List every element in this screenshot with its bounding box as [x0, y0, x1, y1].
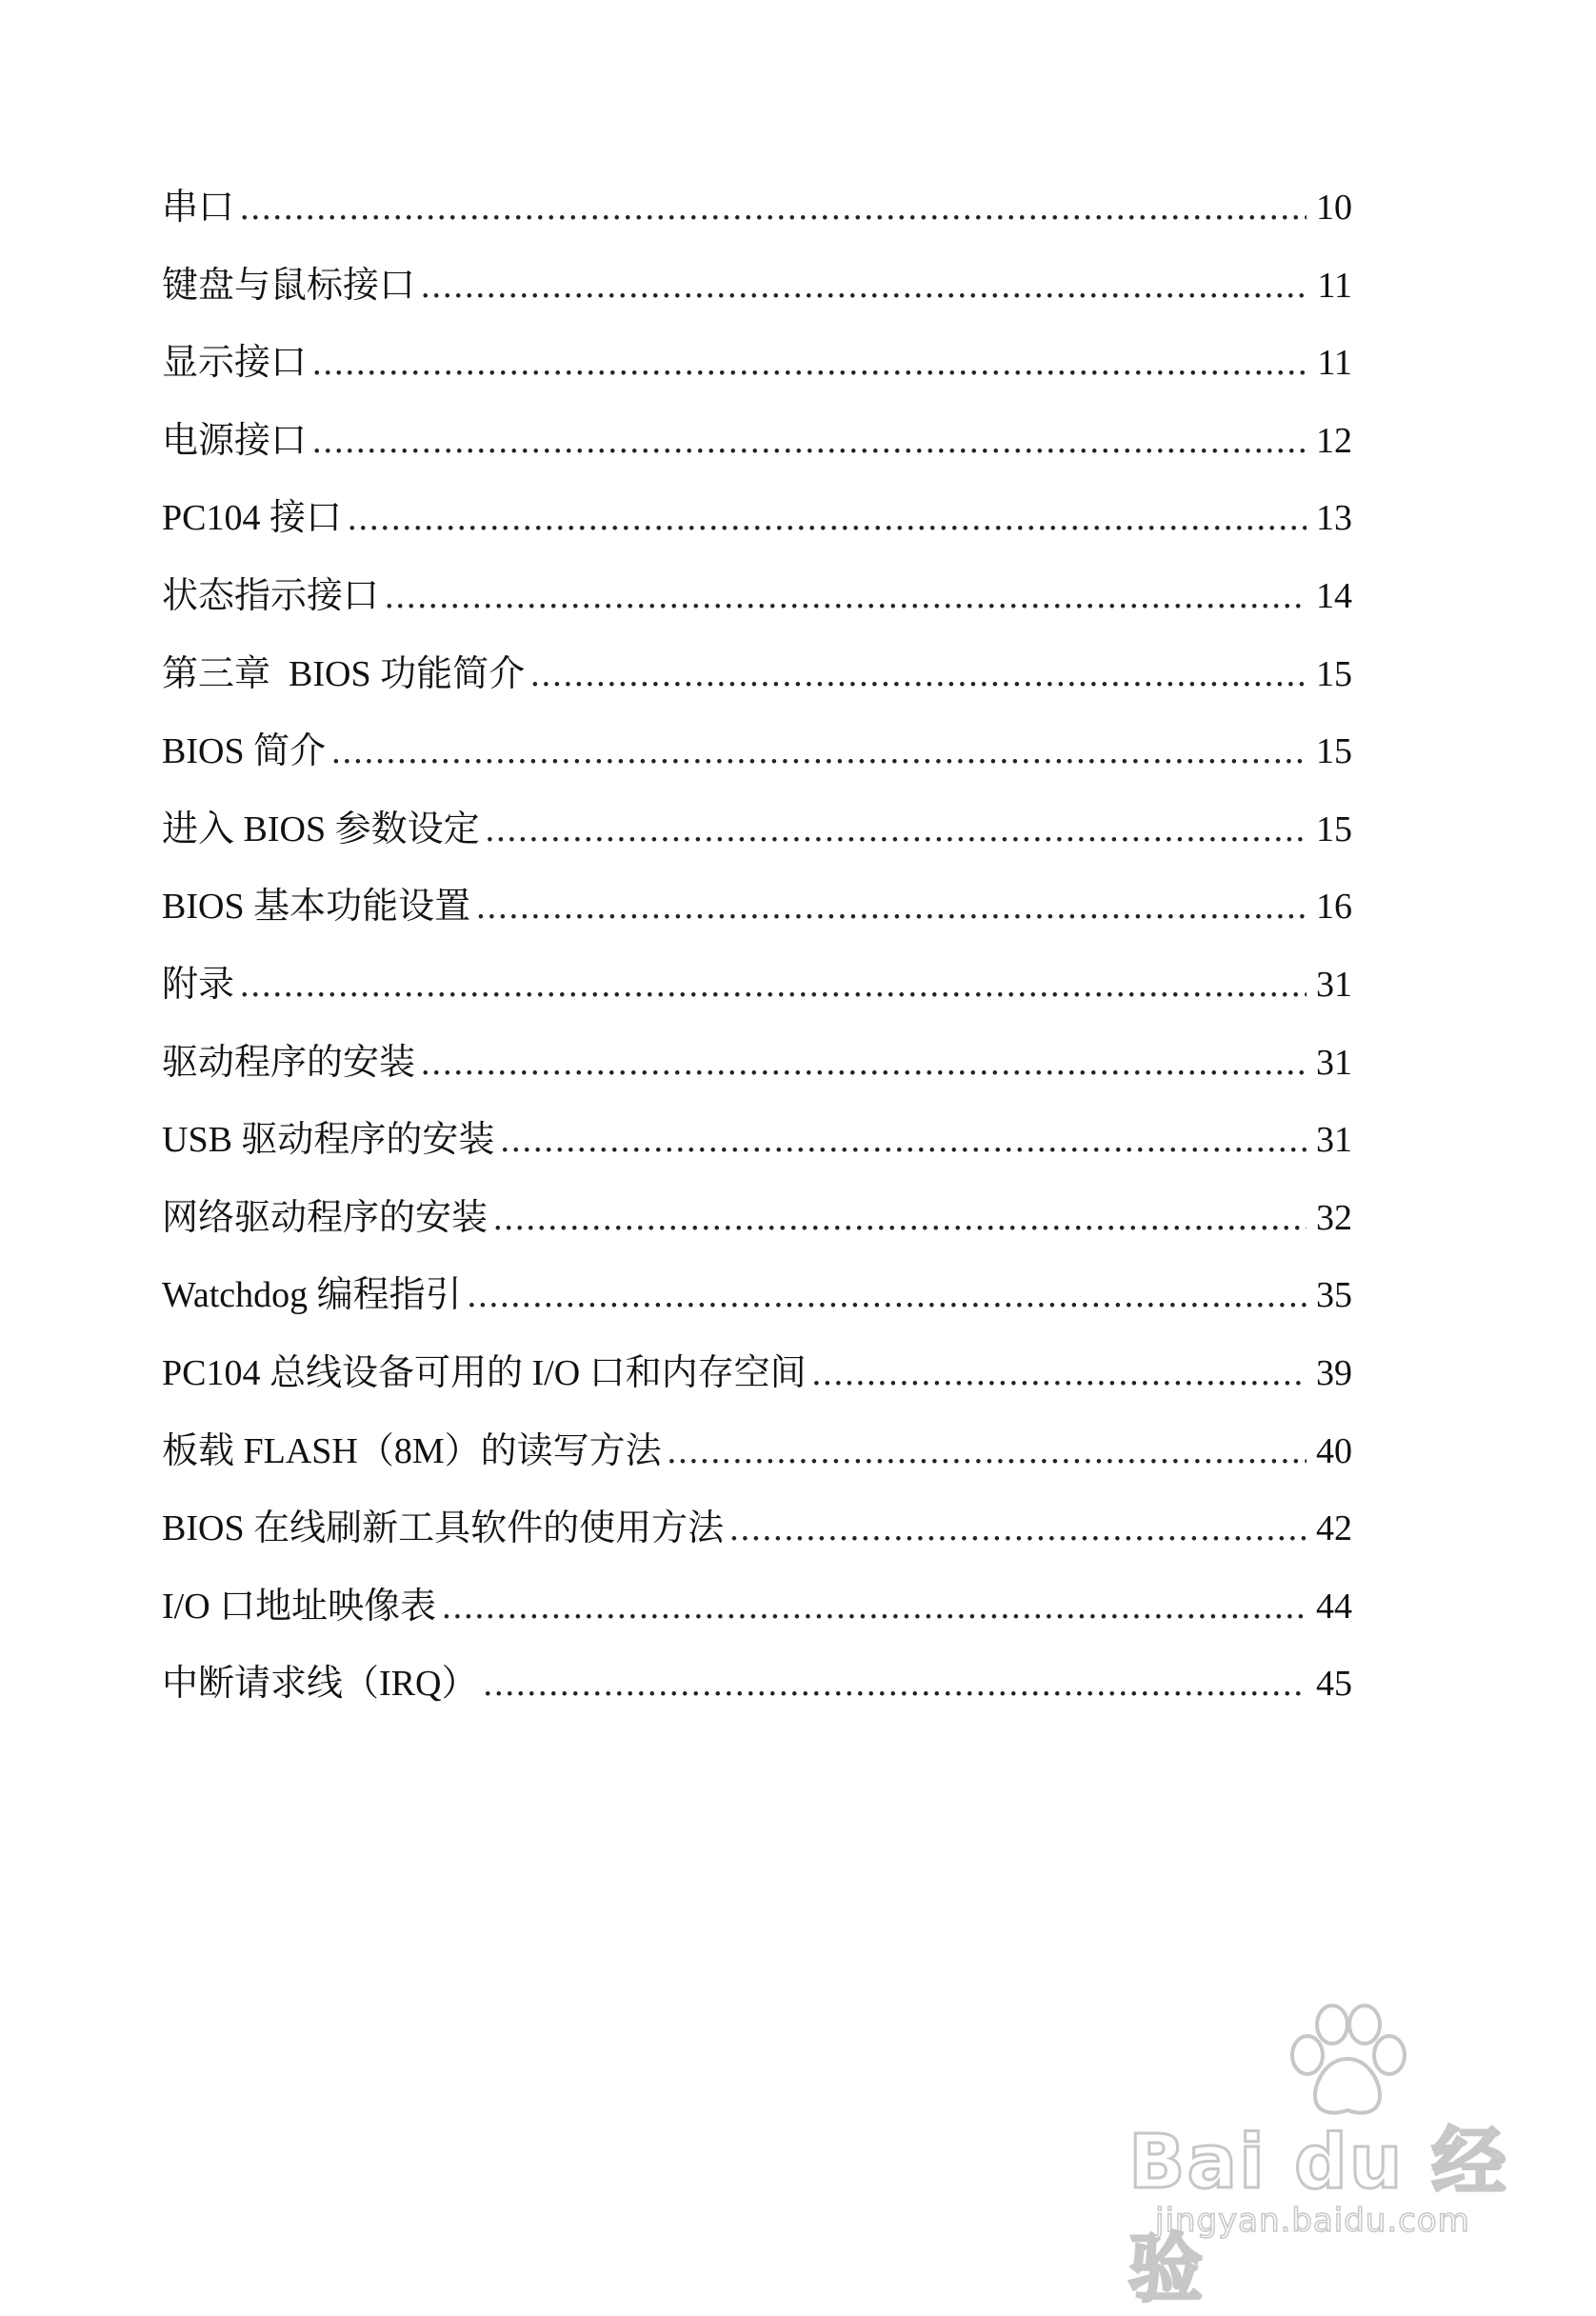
toc-entry[interactable] — [162, 1180, 1352, 1258]
toc-entry-title: 状态指示接口 — [162, 575, 380, 616]
toc-entry-title: 驱动程序的安装 — [162, 1042, 416, 1083]
toc-entry-page: 31 — [1316, 964, 1352, 1005]
toc-entry-title: 电源接口 — [162, 420, 308, 461]
toc-entry-page: 11 — [1317, 265, 1352, 306]
toc-entry[interactable] — [162, 947, 1352, 1025]
toc-entry-page: 35 — [1316, 1275, 1352, 1316]
toc-entry[interactable] — [162, 868, 1352, 947]
toc-entry-page: 39 — [1316, 1352, 1352, 1393]
toc-entry-title: 网络驱动程序的安装 — [162, 1197, 489, 1238]
toc-entry-title: 进入 BIOS 参数设定 — [162, 809, 480, 849]
toc-entry-page: 45 — [1316, 1664, 1352, 1705]
baidu-jingyan-watermark — [1128, 2000, 1528, 2312]
toc-dot-leader — [500, 1102, 1307, 1180]
toc-dot-leader — [348, 480, 1307, 558]
toc-dot-leader — [729, 1490, 1307, 1568]
toc-entry-title: Watchdog 编程指引 — [162, 1275, 462, 1316]
toc-dot-leader — [312, 403, 1307, 481]
toc-entry-title: 串口 — [162, 188, 235, 228]
toc-entry-title: USB 驱动程序的安装 — [162, 1120, 495, 1161]
toc-entry[interactable] — [162, 713, 1352, 791]
toc-entry[interactable] — [162, 1102, 1352, 1180]
toc-entry[interactable] — [162, 1568, 1352, 1647]
toc-entry-title: 键盘与鼠标接口 — [162, 265, 416, 306]
toc-dot-leader — [493, 1180, 1307, 1258]
toc-entry-page: 44 — [1316, 1586, 1352, 1627]
toc-entry-page: 15 — [1316, 809, 1352, 849]
toc-entry-page: 13 — [1316, 498, 1352, 539]
toc-dot-leader — [483, 1646, 1307, 1724]
toc-entry[interactable] — [162, 1025, 1352, 1103]
watermark-url: jingyan.baidu.com — [1155, 2202, 1470, 2240]
toc-entry[interactable] — [162, 480, 1352, 558]
toc-entry-page: 31 — [1316, 1120, 1352, 1161]
toc-entry-title: BIOS 基本功能设置 — [162, 887, 471, 928]
toc-entry-page: 11 — [1317, 343, 1352, 384]
toc-entry[interactable] — [162, 170, 1352, 248]
toc-dot-leader — [812, 1335, 1307, 1413]
toc-entry-title: 显示接口 — [162, 343, 308, 384]
toc-entry[interactable] — [162, 1335, 1352, 1413]
table-of-contents — [162, 170, 1352, 1724]
toc-entry-title: BIOS 简介 — [162, 731, 327, 772]
toc-dot-leader — [530, 636, 1307, 714]
toc-entry-page: 15 — [1316, 731, 1352, 772]
toc-entry-page: 42 — [1316, 1508, 1352, 1549]
toc-entry-title: PC104 接口 — [162, 498, 342, 539]
toc-entry[interactable] — [162, 248, 1352, 326]
toc-dot-leader — [312, 325, 1307, 403]
toc-dot-leader — [476, 868, 1307, 947]
toc-entry-page: 32 — [1316, 1197, 1352, 1238]
toc-entry-title: BIOS 在线刷新工具软件的使用方法 — [162, 1508, 725, 1549]
toc-dot-leader — [240, 170, 1307, 248]
toc-entry[interactable] — [162, 1257, 1352, 1335]
toc-entry-page: 12 — [1316, 420, 1352, 461]
toc-entry-page: 40 — [1316, 1430, 1352, 1471]
toc-dot-leader — [240, 947, 1307, 1025]
toc-entry-title: 第三章 BIOS 功能简介 — [162, 653, 526, 694]
toc-entry-page: 31 — [1316, 1042, 1352, 1083]
toc-dot-leader — [668, 1413, 1307, 1491]
toc-dot-leader — [468, 1257, 1307, 1335]
toc-dot-leader — [486, 791, 1307, 869]
toc-entry[interactable] — [162, 403, 1352, 481]
toc-entry[interactable] — [162, 1646, 1352, 1724]
toc-entry[interactable] — [162, 1413, 1352, 1491]
toc-dot-leader — [331, 713, 1307, 791]
toc-entry[interactable] — [162, 1490, 1352, 1568]
toc-entry-title: 附录 — [162, 964, 235, 1005]
toc-dot-leader — [385, 558, 1307, 636]
toc-entry[interactable] — [162, 325, 1352, 403]
toc-entry-page: 14 — [1316, 575, 1352, 616]
toc-dot-leader — [442, 1568, 1307, 1647]
toc-entry-title: 板载 FLASH（8M）的读写方法 — [162, 1430, 662, 1471]
toc-dot-leader — [421, 1025, 1307, 1103]
watermark-logo-text: Bai du 经验 — [1128, 2120, 1508, 2312]
toc-entry-title: I/O 口地址映像表 — [162, 1586, 437, 1627]
toc-entry[interactable] — [162, 636, 1352, 714]
toc-entry[interactable] — [162, 558, 1352, 636]
toc-entry-page: 10 — [1316, 188, 1352, 228]
toc-entry-title: 中断请求线（IRQ） — [162, 1664, 478, 1705]
toc-entry-page: 16 — [1316, 887, 1352, 928]
toc-entry[interactable] — [162, 791, 1352, 869]
toc-entry-title: PC104 总线设备可用的 I/O 口和内存空间 — [162, 1352, 807, 1393]
toc-dot-leader — [421, 248, 1307, 326]
toc-entry-page: 15 — [1316, 653, 1352, 694]
